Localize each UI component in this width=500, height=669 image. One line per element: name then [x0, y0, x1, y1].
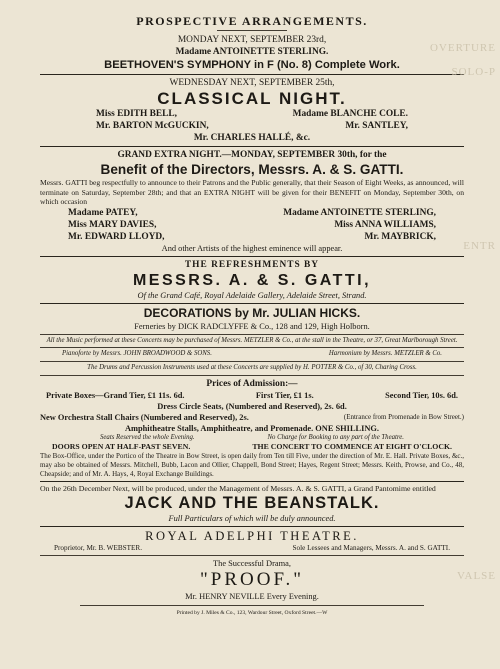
successful-drama: The Successful Drama, [213, 558, 291, 568]
seats-reserved-note: Seats Reserved the whole Evening. [100, 433, 195, 441]
prices-heading: Prices of Admission:— [206, 378, 298, 389]
ferneries-line: Ferneries by DICK RADCLYFFE & Co., 128 and 129, High Holborn. [134, 321, 370, 331]
divider [40, 334, 464, 335]
divider [80, 605, 424, 606]
divider [40, 74, 464, 75]
divider [40, 526, 464, 527]
artist-name: Madame BLANCHE COLE. [292, 109, 408, 119]
monday-artist: Madame ANTOINETTE STERLING. [175, 47, 329, 57]
decorations-line: DECORATIONS by Mr. JULIAN HICKS. [143, 305, 361, 320]
monday-date: MONDAY NEXT, SEPTEMBER 23rd, [177, 35, 327, 45]
box-office-paragraph: The Box-Office, under the Portico of the Theatre in Bow Street, is open daily from Ten till Five, under the direction of Mr. E. Hall. Private Boxes, &c., may also be obtained of Messrs. Mitchell, Bubb, Lacon and Ollier, Chappell, Bond Street; Hayes, Regent Street; Messrs. Keith, Prowse, and Co., 48, Cheapside; and of Mr. A. Hays, 4, Royal Exchange Buildings. [40, 452, 464, 478]
artist-name: Madame PATEY, [68, 207, 138, 218]
instruments-row [40, 350, 464, 359]
monday-work: BEETHOVEN'S SYMPHONY in F (No. 8) Complete Work. [104, 59, 400, 71]
refreshments-line: THE REFRESHMENTS BY [184, 259, 320, 270]
artist-name: Mr. EDWARD LLOYD, [68, 231, 165, 242]
orchestra-entrance-note: (Entrance from Promenade in Bow Street.) [343, 412, 464, 421]
times-row [40, 442, 464, 452]
artist-name: Madame ANTOINETTE STERLING, [283, 207, 436, 218]
doors-open-time: DOORS OPEN AT HALF-PAST SEVEN. [52, 442, 191, 452]
benefit-line: Benefit of the Directors, Messrs. A. & S. GATTI. [100, 162, 404, 177]
drums-credit: The Drums and Percussion Instruments used at these Concerts are supplied by H. POTTER & Co., of 30, Charing Cross. [87, 363, 417, 371]
artist-name: Miss MARY DAVIES, [68, 219, 157, 230]
artist-name: Mr. SANTLEY, [345, 121, 408, 131]
price-second-tier: Second Tier, 10s. 6d. [385, 390, 458, 400]
refreshments-caterer: MESSRS. A. & S. GATTI, [132, 271, 372, 289]
artist-name: Mr. MAYBRICK, [364, 231, 436, 242]
wednesday-artists-row [40, 108, 464, 120]
divider [40, 146, 464, 147]
divider [40, 303, 464, 304]
orchestra-row [40, 412, 464, 423]
booking-notes-row [40, 434, 464, 443]
pianoforte-credit: Pianoforte by Messrs. JOHN BROADWOOD & SONS. [62, 350, 212, 358]
artist-name: Mr. BARTON McGUCKIN, [96, 121, 209, 131]
pantomime-intro: On the 26th December Next, will be produced, under the Management of Messrs. A. & S. GATTI, a Grand Pantomime entitled [40, 483, 436, 493]
extra-artists-row [40, 231, 464, 243]
bleed-through-text: OVERTURE [429, 42, 496, 54]
artist-name: Mr. CHARLES HALLÉ, &c. [193, 133, 311, 143]
concert-start-time: THE CONCERT TO COMMENCE AT EIGHT O'CLOCK. [252, 442, 452, 452]
artist-name: Miss ANNA WILLIAMS, [334, 219, 436, 230]
adelphi-management-row [40, 544, 464, 553]
programme-header: PROSPECTIVE ARRANGEMENTS. [136, 14, 368, 28]
artist-name: Miss EDITH BELL, [96, 109, 178, 119]
pantomime-note: Full Particulars of which will be duly announced. [168, 514, 336, 524]
price-first-tier: First Tier, £1 1s. [255, 390, 314, 400]
drama-actor: Mr. HENRY NEVILLE Every Evening. [185, 591, 319, 601]
adelphi-proprietor: Proprietor, Mr. B. WEBSTER. [54, 544, 143, 553]
divider [40, 481, 464, 482]
divider [40, 361, 464, 362]
printer-imprint: Printed by J. Miles & Co., 123, Wardour Street, Oxford Street.—W [176, 609, 328, 616]
adelphi-lessees: Sole Lessees and Managers, Messrs. A. and S. GATTI. [292, 544, 450, 553]
booking-charge-note: No Charge for Booking to any part of the Theatre. [267, 433, 404, 441]
boxes-row [40, 390, 464, 401]
pantomime-title: JACK AND THE BEANSTALK. [124, 494, 380, 513]
divider [40, 375, 464, 376]
benefit-paragraph: Messrs. GATTI beg respectfully to announce to their Patrons and the Public generally, that their Season of Eight Weeks, as announced, will terminate on Saturday, September 28th; and that an EXTRA NIGHT will be given for their BENEFIT on Monday, September 30th, on which occasion [40, 178, 464, 207]
refreshments-address: Of the Grand Café, Royal Adelaide Gallery, Adelaide Street, Strand. [137, 290, 367, 300]
extra-night-line: GRAND EXTRA NIGHT.—MONDAY, SEPTEMBER 30th, for the [117, 150, 387, 160]
wednesday-artists-row [40, 120, 464, 132]
divider [40, 555, 464, 556]
price-amphitheatre: Amphitheatre Stalls, Amphitheatre, and Promenade. ONE SHILLING. [124, 423, 380, 433]
harmonium-credit: Harmonium by Messrs. METZLER & Co. [328, 350, 442, 358]
bleed-through-text: ENTR [463, 240, 496, 252]
wednesday-date: WEDNESDAY NEXT, SEPTEMBER 25th, [169, 78, 335, 88]
price-orchestra-stalls: New Orchestra Stall Chairs (Numbered and Reserved), 2s. [40, 412, 249, 422]
price-dress-circle: Dress Circle Seats, (Numbered and Reserved), 2s. 6d. [157, 401, 347, 411]
adelphi-name: ROYAL ADELPHI THEATRE. [145, 529, 359, 544]
extra-closing: And other Artists of the highest eminence will appear. [161, 243, 343, 253]
price-grand-tier: Private Boxes—Grand Tier, £1 11s. 6d. [46, 390, 185, 400]
divider [40, 347, 464, 348]
bleed-through-text: VALSE [456, 570, 496, 582]
music-note: All the Music performed at these Concerts may be purchased of Messrs. METZLER & Co., at the stall in the Theatre, or 37, Great Marlborough Street. [46, 336, 458, 344]
header-rule [217, 30, 287, 31]
extra-artists-row [40, 219, 464, 231]
divider [40, 256, 464, 257]
extra-artists-row [40, 207, 464, 219]
drama-title: "PROOF." [200, 568, 304, 590]
bleed-through-text: SOLO-P [451, 66, 496, 78]
wednesday-title: CLASSICAL NIGHT. [157, 89, 347, 108]
